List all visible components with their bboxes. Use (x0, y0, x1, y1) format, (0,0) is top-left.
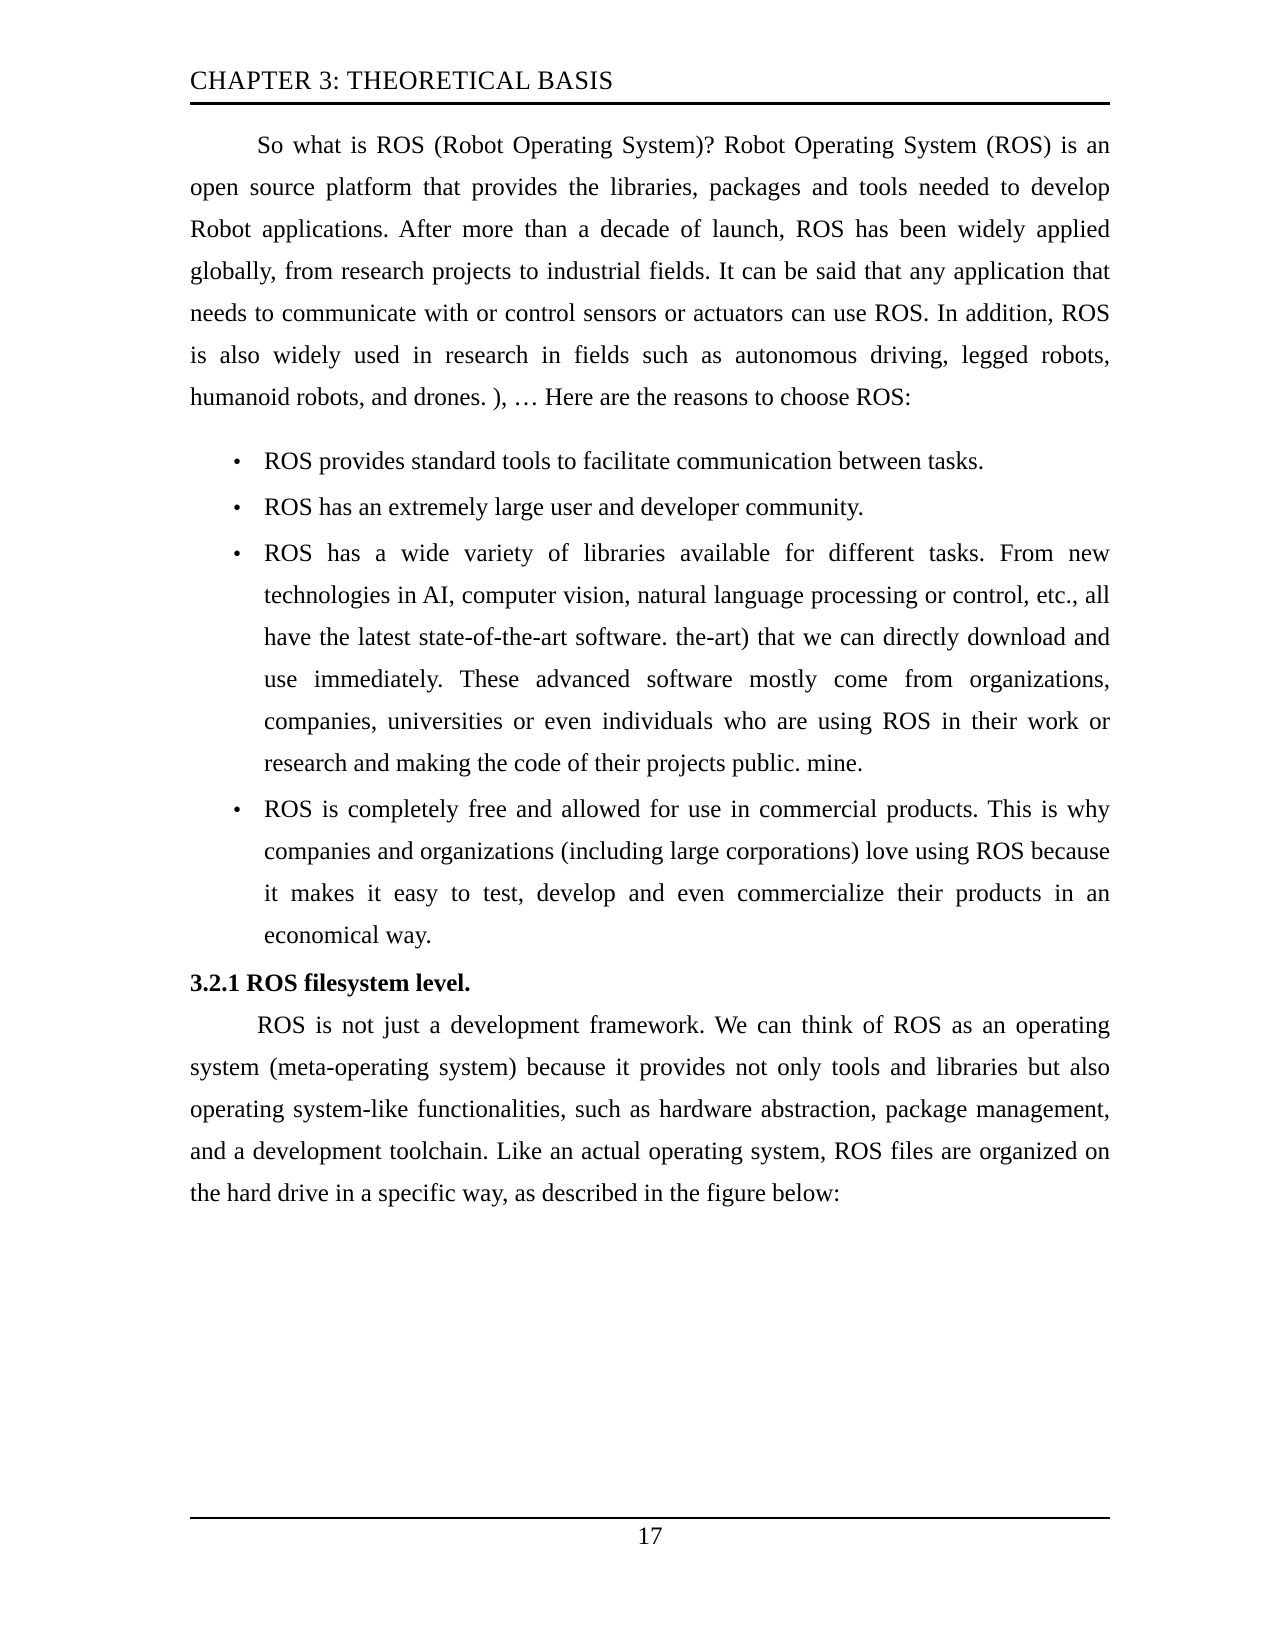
body-paragraph: ROS is not just a development framework. We can think of ROS as an operating system (meta-operating system) because it provides not only tools and libraries but also operating system-like functionalities, such as hardware abstraction, package management, and a development toolchain. Like an actual operating system, ROS files are organized on the hard drive in a specific way, as described in the figure below: (190, 1012, 1110, 1207)
intro-paragraph: So what is ROS (Robot Operating System)? Robot Operating System (ROS) is an open source platform that provides the libraries, packages and tools needed to develop Robot applications. After more than a decade of launch, ROS has been widely applied globally, from research projects to industrial fields. It can be said that any application that needs to communicate with or control sensors or actuators can use ROS. In addition, ROS is also widely used in research in fields such as autonomous driving, legged robots, humanoid robots, and drones. ), … Here are the reasons to choose ROS: (190, 132, 1110, 411)
list-item-text: ROS provides standard tools to facilitate communication between tasks. (264, 448, 984, 475)
bullet-icon: • (233, 495, 242, 520)
page-content (190, 64, 1110, 1215)
bullet-icon: • (233, 449, 242, 474)
bullet-icon: • (233, 541, 242, 566)
list-item (190, 441, 1110, 483)
list-item-text: ROS has a wide variety of libraries available for different tasks. From new technologies in AI, computer vision, natural language processing or control, etc., all have the latest state-of-the-art software. the-art) that we can directly download and use immediately. These advanced software mostly come from organizations, companies, universities or even individuals who are using ROS in their work or research and making the code of their projects public. mine. (264, 540, 1110, 777)
list-item-text: ROS is completely free and allowed for use in commercial products. This is why companies and organizations (including large corporations) love using ROS because it makes it easy to test, develop and even commercialize their products in an economical way. (264, 796, 1110, 949)
page-footer (190, 1517, 1110, 1552)
list-item (190, 487, 1110, 529)
list-item-text: ROS has an extremely large user and developer community. (264, 494, 864, 521)
list-item (190, 789, 1110, 957)
bullet-icon: • (233, 797, 242, 822)
chapter-header: CHAPTER 3: THEORETICAL BASIS (190, 64, 1110, 105)
list-item (190, 533, 1110, 785)
page-number: 17 (637, 1523, 663, 1550)
reasons-bullet-list (190, 441, 1110, 957)
section-heading: 3.2.1 ROS filesystem level. (190, 970, 471, 997)
